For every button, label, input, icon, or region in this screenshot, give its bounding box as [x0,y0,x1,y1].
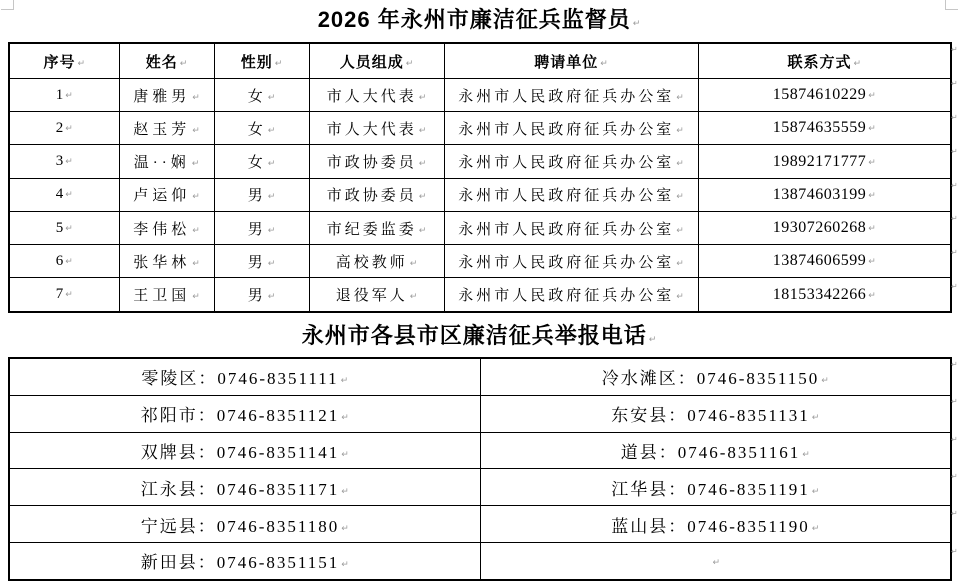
cell-gender: 男 ↵ [214,178,309,211]
end-of-row-mark: ↵ [951,434,958,444]
cell-role: 退役军人 ↵ [309,278,444,312]
paragraph-mark: ↵ [418,192,427,203]
paragraph-mark: ↵ [868,190,876,201]
cell-name: 张华林 ↵ [119,245,214,278]
end-of-row-mark: ↵ [951,360,958,369]
cell-role: 市纪委监委 ↵ [309,211,444,244]
paragraph-mark: ↵ [409,292,418,303]
paragraph-mark: ↵ [868,157,876,168]
paragraph-mark: ↵ [341,523,349,534]
paragraph-mark: ↵ [676,159,684,170]
paragraph-mark: ↵ [340,376,349,387]
cell-name: 赵玉芳 ↵ [119,112,214,145]
cell-org: 永州市人民政府征兵办公室 ↵ [444,278,698,312]
paragraph-mark: ↵ [868,290,876,301]
table-row [9,79,951,112]
cell-name: 唐雅男 ↵ [119,79,214,112]
cell-role: 市人大代表 ↵ [309,112,444,145]
table-row [9,469,951,506]
paragraph-mark: ↵ [179,58,188,69]
paragraph-mark: ↵ [409,258,418,269]
cell-name: 王卫国 ↵ [119,278,214,312]
cell-hotline-left: 祁阳市：0746-8351121 ↵ [9,395,480,432]
cell-phone: 18153342266 ↵ [698,278,951,312]
paragraph-mark: ↵ [192,192,200,203]
paragraph-mark: ↵ [65,190,73,201]
paragraph-mark: ↵ [811,486,820,497]
header-phone: 联系方式 ↵ [698,43,951,79]
cell-no: 2 ↵ [9,112,119,145]
table-row [9,112,951,145]
cell-no: 4 ↵ [9,178,119,211]
cell-org: 永州市人民政府征兵办公室 ↵ [444,79,698,112]
paragraph-mark: ↵ [341,450,349,461]
end-of-row-mark: ↵ [951,509,958,519]
paragraph-mark: ↵ [274,58,283,69]
header-no: 序号 ↵ [9,43,119,79]
paragraph-mark: ↵ [868,257,876,268]
end-of-row-mark: ↵ [951,180,958,190]
cell-no: 7 ↵ [9,278,119,312]
cell-org: 永州市人民政府征兵办公室 ↵ [444,245,698,278]
paragraph-mark: ↵ [65,123,73,134]
paragraph-mark: ↵ [267,92,276,103]
cell-hotline-left: 江永县：0746-8351171 ↵ [9,469,480,506]
header-role: 人员组成 ↵ [309,43,444,79]
paragraph-mark: ↵ [65,290,73,301]
paragraph-mark: ↵ [418,125,427,136]
paragraph-mark: ↵ [600,58,608,69]
cell-no: 5 ↵ [9,211,119,244]
cell-hotline-right: 蓝山县：0746-8351190 ↵ [480,506,951,543]
cell-hotline-left: 零陵区：0746-8351111 ↵ [9,358,480,395]
cell-role: 市政协委员 ↵ [309,178,444,211]
cell-phone: 19307260268 ↵ [698,211,951,244]
cell-hotline-right [480,542,951,580]
cell-gender: 男 ↵ [214,278,309,312]
end-of-row-mark: ↵ [951,248,958,258]
cell-phone: 19892171777 ↵ [698,145,951,178]
header-org: 聘请单位 ↵ [444,43,698,79]
cell-role: 市政协委员 ↵ [309,145,444,178]
cell-phone: 13874606599 ↵ [698,245,951,278]
paragraph-mark: ↵ [853,58,862,69]
paragraph-mark: ↵ [77,58,86,69]
cell-hotline-left: 宁远县：0746-8351180 ↵ [9,506,480,543]
cell-gender: 女 ↵ [214,79,309,112]
paragraph-mark: ↵ [648,335,657,345]
paragraph-mark: ↵ [192,258,200,269]
paragraph-mark: ↵ [341,413,349,424]
cell-org: 永州市人民政府征兵办公室 ↵ [444,211,698,244]
cell-hotline-left: 新田县：0746-8351151 ↵ [9,542,480,580]
end-of-row-mark: ↵ [951,397,958,407]
end-of-row-mark: ↵ [951,214,958,224]
paragraph-mark: ↵ [267,192,276,203]
paragraph-mark: ↵ [192,125,200,136]
paragraph-mark: ↵ [192,92,200,103]
table-row [9,395,951,432]
table-row [9,358,951,395]
header-name: 姓名 ↵ [119,43,214,79]
cell-name: 李伟松 ↵ [119,211,214,244]
page-title [0,7,958,37]
header-gender: 性别 ↵ [214,43,309,79]
cell-gender: 男 ↵ [214,211,309,244]
cell-hotline-right: 道县：0746-8351161 ↵ [480,432,951,469]
paragraph-mark: ↵ [341,486,349,497]
page-title-text: 2026 年永州市廉洁征兵监督员 [317,7,631,32]
end-of-row-mark: ↵ [951,78,958,88]
paragraph-mark: ↵ [65,90,73,101]
paragraph-mark: ↵ [676,92,684,103]
cell-name: 卢运仰 ↵ [119,178,214,211]
paragraph-mark: ↵ [65,157,73,168]
paragraph-mark: ↵ [676,258,684,269]
end-of-row-mark: ↵ [951,112,958,122]
hotline-table [8,357,952,581]
paragraph-mark: ↵ [676,192,684,203]
paragraph-mark: ↵ [868,124,876,135]
paragraph-mark: ↵ [676,225,684,236]
hotline-title [0,323,958,353]
paragraph-mark: ↵ [267,292,276,303]
end-of-row-marks-hotline [951,357,958,581]
table-row [9,145,951,178]
cell-role: 市人大代表 ↵ [309,79,444,112]
supervisors-table [8,42,952,313]
paragraph-mark: ↵ [868,224,876,235]
cell-phone: 15874635559 ↵ [698,112,951,145]
cell-no: 6 ↵ [9,245,119,278]
paragraph-mark: ↵ [821,376,829,387]
end-of-row-mark: ↵ [951,45,958,54]
paragraph-mark: ↵ [676,292,684,303]
paragraph-mark: ↵ [676,125,684,136]
table-row [9,542,951,580]
paragraph-mark: ↵ [868,91,876,102]
table-row [9,178,951,211]
cell-no: 3 ↵ [9,145,119,178]
table-header-row [9,43,951,79]
cell-no: 1 ↵ [9,79,119,112]
cell-org: 永州市人民政府征兵办公室 ↵ [444,145,698,178]
paragraph-mark: ↵ [65,223,73,234]
paragraph-mark: ↵ [802,450,810,461]
cell-name: 温··娴 ↵ [119,145,214,178]
cell-hotline-right: 江华县：0746-8351191 ↵ [480,469,951,506]
cell-org: 永州市人民政府征兵办公室 ↵ [444,112,698,145]
table-row [9,245,951,278]
paragraph-mark: ↵ [418,159,427,170]
paragraph-mark: ↵ [405,58,414,69]
paragraph-mark: ↵ [267,258,276,269]
paragraph-mark: ↵ [65,256,73,267]
paragraph-mark: ↵ [192,225,200,236]
paragraph-mark: ↵ [418,92,427,103]
end-of-row-mark: ↵ [951,282,958,292]
table-row [9,278,951,312]
table-row [9,211,951,244]
end-of-row-mark: ↵ [951,146,958,156]
paragraph-mark: ↵ [418,225,427,236]
paragraph-mark: ↵ [712,557,721,568]
end-of-row-mark: ↵ [951,546,958,556]
paragraph-mark: ↵ [811,523,820,534]
cell-gender: 女 ↵ [214,145,309,178]
paragraph-mark: ↵ [192,292,200,303]
hotline-title-text: 永州市各县市区廉洁征兵举报电话 [301,323,647,348]
paragraph-mark: ↵ [811,413,820,424]
paragraph-mark: ↵ [191,159,200,170]
cell-phone: 13874603199 ↵ [698,178,951,211]
table-row [9,432,951,469]
cell-gender: 女 ↵ [214,112,309,145]
cell-org: 永州市人民政府征兵办公室 ↵ [444,178,698,211]
cell-role: 高校教师 ↵ [309,245,444,278]
end-of-row-mark: ↵ [951,471,958,481]
cell-hotline-left: 双牌县：0746-8351141 ↵ [9,432,480,469]
end-of-row-marks-supervisors [951,42,958,313]
paragraph-mark: ↵ [267,125,276,136]
paragraph-mark: ↵ [267,225,276,236]
cell-phone: 15874610229 ↵ [698,79,951,112]
cell-hotline-right: 东安县：0746-8351131 ↵ [480,395,951,432]
table-row [9,506,951,543]
paragraph-mark: ↵ [267,159,276,170]
paragraph-mark: ↵ [341,560,349,571]
paragraph-mark: ↵ [632,19,641,29]
cell-hotline-right: 冷水滩区：0746-8351150 ↵ [480,358,951,395]
cell-gender: 男 ↵ [214,245,309,278]
